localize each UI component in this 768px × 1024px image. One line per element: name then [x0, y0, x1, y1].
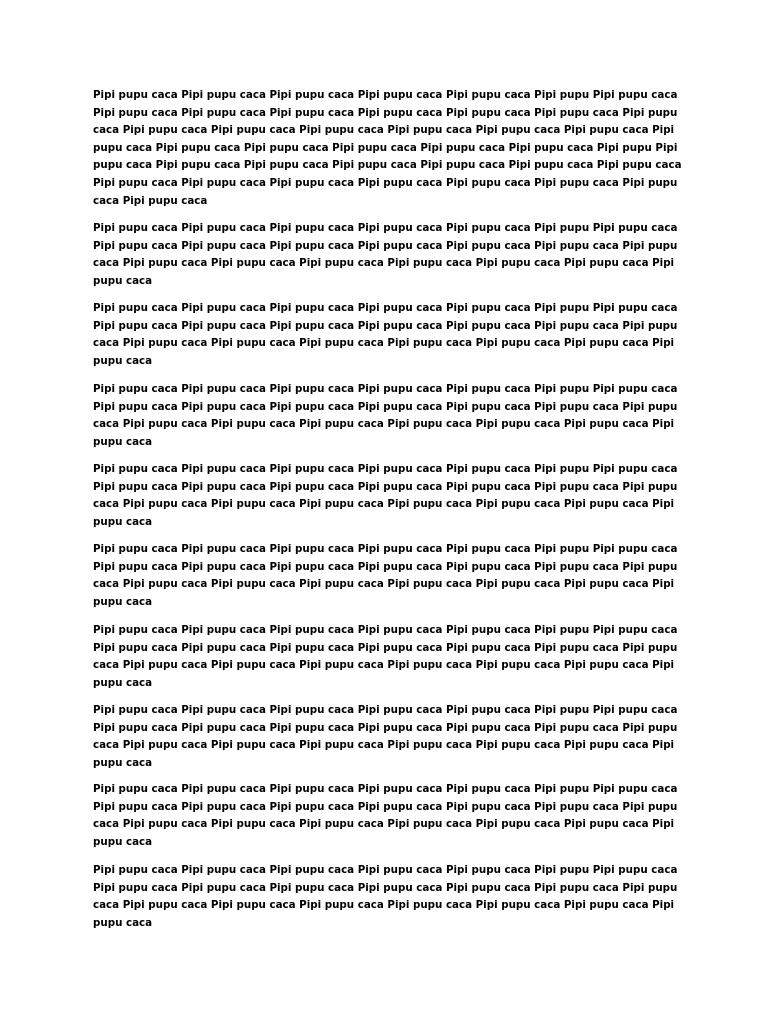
- paragraph-4: [93, 381, 693, 451]
- text-line: caca Pipi pupu caca Pipi pupu caca Pipi pupu caca Pipi pupu caca Pipi pupu caca Pipi pupu caca Pipi: [93, 124, 675, 137]
- paragraph-2: [93, 220, 693, 290]
- text-line: Pipi pupu caca Pipi pupu caca Pipi pupu caca Pipi pupu caca Pipi pupu caca Pipi pupu caca Pipi pupu: [93, 721, 678, 734]
- text-line: Pipi pupu caca Pipi pupu caca Pipi pupu caca Pipi pupu caca Pipi pupu caca Pipi pupu Pipi pupu caca: [93, 89, 678, 101]
- text-line: Pipi pupu caca Pipi pupu caca Pipi pupu caca Pipi pupu caca Pipi pupu caca Pipi pupu caca Pipi pupu: [93, 800, 678, 813]
- text-line: caca Pipi pupu caca Pipi pupu caca Pipi pupu caca Pipi pupu caca Pipi pupu caca Pipi pupu caca Pipi: [93, 899, 675, 912]
- text-line: caca Pipi pupu caca Pipi pupu caca Pipi pupu caca Pipi pupu caca Pipi pupu caca Pipi pupu caca Pipi: [93, 418, 675, 431]
- text-line: pupu caca: [93, 354, 153, 367]
- text-line: caca Pipi pupu caca Pipi pupu caca Pipi pupu caca Pipi pupu caca Pipi pupu caca Pipi pupu caca Pipi: [93, 739, 675, 752]
- text-line: pupu caca: [93, 835, 153, 848]
- text-line: Pipi pupu caca Pipi pupu caca Pipi pupu caca Pipi pupu caca Pipi pupu caca Pipi pupu caca Pipi pupu: [93, 560, 678, 573]
- paragraph-9: [93, 781, 693, 851]
- text-line: caca Pipi pupu caca Pipi pupu caca Pipi pupu caca Pipi pupu caca Pipi pupu caca Pipi pupu caca Pipi: [93, 659, 675, 672]
- text-line: pupu caca: [93, 515, 153, 528]
- text-line: pupu caca: [93, 595, 153, 608]
- text-line: Pipi pupu caca Pipi pupu caca Pipi pupu caca Pipi pupu caca Pipi pupu caca Pipi pupu Pipi pupu caca: [93, 624, 678, 636]
- text-line: caca Pipi pupu caca Pipi pupu caca Pipi pupu caca Pipi pupu caca Pipi pupu caca Pipi pupu caca Pipi: [93, 578, 675, 591]
- text-line: Pipi pupu caca Pipi pupu caca Pipi pupu caca Pipi pupu caca Pipi pupu caca Pipi pupu caca Pipi pupu: [93, 641, 678, 654]
- paragraph-5: [93, 461, 693, 531]
- text-line: Pipi pupu caca Pipi pupu caca Pipi pupu caca Pipi pupu caca Pipi pupu caca Pipi pupu Pipi pupu caca: [93, 302, 678, 314]
- text-line: Pipi pupu caca Pipi pupu caca Pipi pupu caca Pipi pupu caca Pipi pupu caca Pipi pupu Pipi pupu caca: [93, 222, 678, 234]
- text-line: caca Pipi pupu caca Pipi pupu caca Pipi pupu caca Pipi pupu caca Pipi pupu caca Pipi pupu caca Pipi: [93, 337, 675, 350]
- text-line: caca Pipi pupu caca: [93, 194, 208, 207]
- text-line: caca Pipi pupu caca Pipi pupu caca Pipi pupu caca Pipi pupu caca Pipi pupu caca Pipi pupu caca Pipi: [93, 818, 675, 831]
- text-line: Pipi pupu caca Pipi pupu caca Pipi pupu caca Pipi pupu caca Pipi pupu caca Pipi pupu caca Pipi pupu: [93, 480, 678, 493]
- text-line: Pipi pupu caca Pipi pupu caca Pipi pupu caca Pipi pupu caca Pipi pupu caca Pipi pupu Pipi pupu caca: [93, 463, 678, 475]
- text-line: Pipi pupu caca Pipi pupu caca Pipi pupu caca Pipi pupu caca Pipi pupu caca Pipi pupu caca Pipi pupu: [93, 400, 678, 413]
- text-line: Pipi pupu caca Pipi pupu caca Pipi pupu caca Pipi pupu caca Pipi pupu caca Pipi pupu caca Pipi pupu: [93, 176, 678, 189]
- paragraph-3: [93, 300, 693, 370]
- text-line: pupu caca: [93, 274, 153, 287]
- text-line: Pipi pupu caca Pipi pupu caca Pipi pupu caca Pipi pupu caca Pipi pupu caca Pipi pupu Pipi pupu caca: [93, 543, 678, 555]
- paragraph-10: [93, 862, 693, 932]
- text-line: pupu caca: [93, 756, 153, 769]
- text-line: Pipi pupu caca Pipi pupu caca Pipi pupu caca Pipi pupu caca Pipi pupu caca Pipi pupu Pipi pupu caca: [93, 783, 678, 795]
- text-line: pupu caca: [93, 435, 153, 448]
- text-line: Pipi pupu caca Pipi pupu caca Pipi pupu caca Pipi pupu caca Pipi pupu caca Pipi pupu Pipi pupu caca: [93, 383, 678, 395]
- text-line: Pipi pupu caca Pipi pupu caca Pipi pupu caca Pipi pupu caca Pipi pupu caca Pipi pupu caca Pipi pupu: [93, 239, 678, 252]
- paragraph-6: [93, 541, 693, 611]
- paragraph-8: [93, 702, 693, 772]
- text-line: Pipi pupu caca Pipi pupu caca Pipi pupu caca Pipi pupu caca Pipi pupu caca Pipi pupu Pipi pupu caca: [93, 864, 678, 876]
- text-line: Pipi pupu caca Pipi pupu caca Pipi pupu caca Pipi pupu caca Pipi pupu caca Pipi pupu caca Pipi pupu: [93, 881, 678, 894]
- text-line: Pipi pupu caca Pipi pupu caca Pipi pupu caca Pipi pupu caca Pipi pupu caca Pipi pupu caca Pipi pupu: [93, 106, 678, 119]
- text-line: caca Pipi pupu caca Pipi pupu caca Pipi pupu caca Pipi pupu caca Pipi pupu caca Pipi pupu caca Pipi: [93, 498, 675, 511]
- text-line: caca Pipi pupu caca Pipi pupu caca Pipi pupu caca Pipi pupu caca Pipi pupu caca Pipi pupu caca Pipi: [93, 257, 675, 270]
- text-line: pupu caca Pipi pupu caca Pipi pupu caca Pipi pupu caca Pipi pupu caca Pipi pupu caca Pipi pupu Pipi: [93, 141, 678, 154]
- paragraph-1: [93, 87, 693, 210]
- text-line: pupu caca: [93, 676, 153, 689]
- paragraph-7: [93, 622, 693, 692]
- text-line: pupu caca Pipi pupu caca Pipi pupu caca Pipi pupu caca Pipi pupu caca Pipi pupu caca Pipi pupu caca: [93, 159, 682, 172]
- text-line: Pipi pupu caca Pipi pupu caca Pipi pupu caca Pipi pupu caca Pipi pupu caca Pipi pupu Pipi pupu caca: [93, 704, 678, 716]
- text-line: pupu caca: [93, 916, 153, 929]
- text-line: Pipi pupu caca Pipi pupu caca Pipi pupu caca Pipi pupu caca Pipi pupu caca Pipi pupu caca Pipi pupu: [93, 319, 678, 332]
